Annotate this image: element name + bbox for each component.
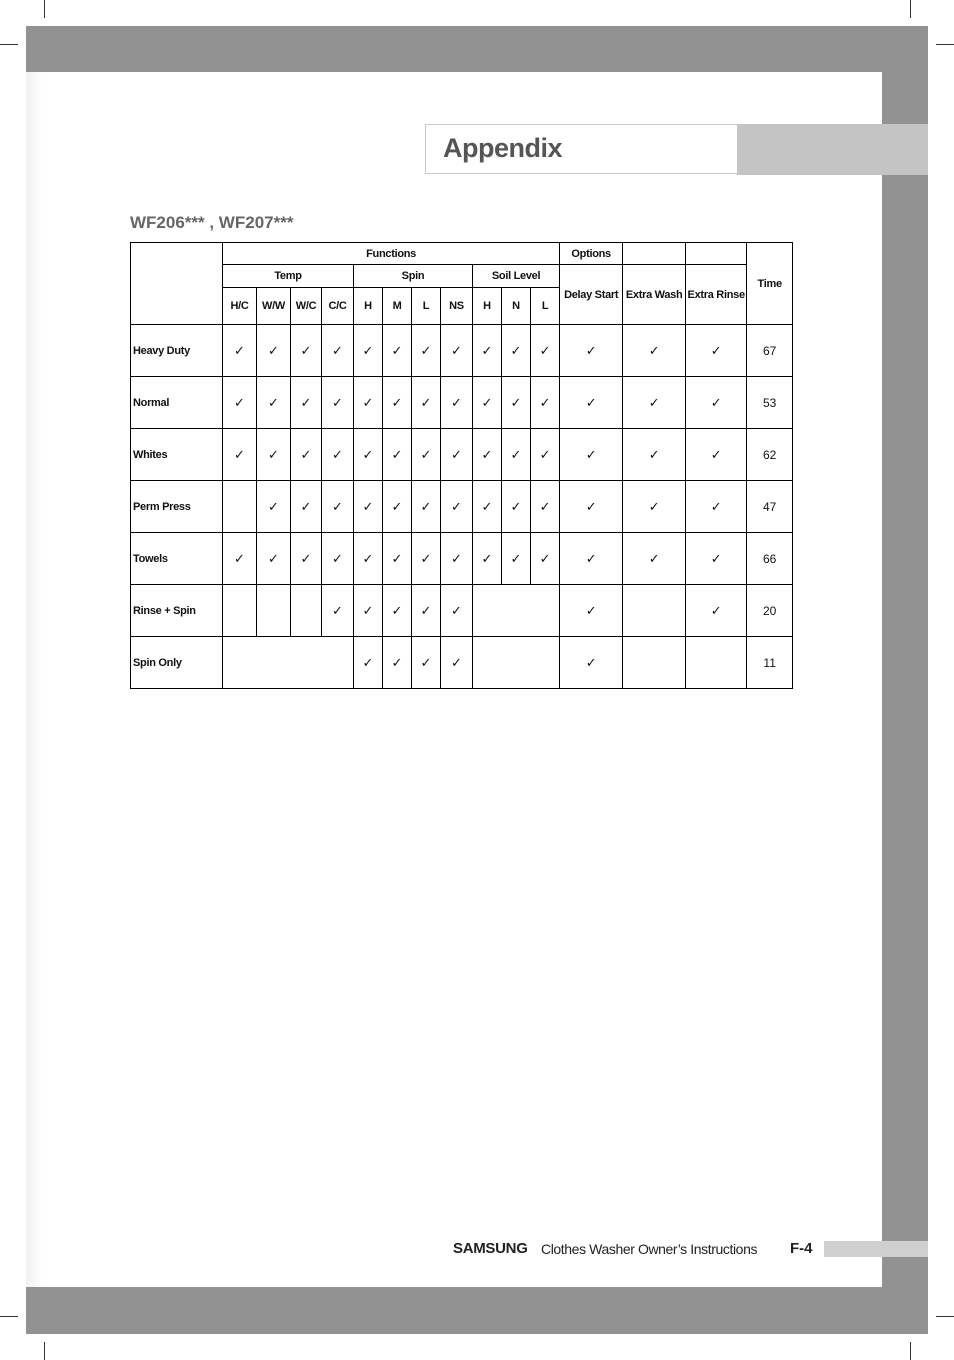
temp-cell: [223, 429, 257, 481]
footer-tab: [824, 1241, 928, 1257]
header-soil-level: Soil Level: [473, 265, 560, 288]
soil-cell: [473, 429, 502, 481]
bottom-band: [26, 1287, 928, 1334]
header-spin: Spin: [354, 265, 473, 288]
check-mark-icon: ✓: [362, 654, 374, 670]
check-mark-icon: ✓: [451, 498, 462, 514]
check-mark-icon: ✓: [539, 446, 551, 462]
spin-cell: [383, 533, 412, 585]
temp-cell: [322, 325, 354, 377]
footer-brand: SAMSUNG: [453, 1240, 528, 1257]
spin-cell: [412, 325, 441, 377]
soil-cell: [502, 377, 531, 429]
cycle-name: Spin Only: [131, 637, 223, 689]
check-mark-icon: ✓: [648, 342, 660, 358]
check-mark-icon: ✓: [710, 394, 722, 410]
check-mark-icon: ✓: [268, 394, 279, 410]
check-mark-icon: ✓: [391, 394, 403, 410]
cycle-name: Perm Press: [131, 481, 223, 533]
soil-cell: [473, 377, 502, 429]
temp-cell: [223, 377, 257, 429]
spin-cell: [412, 533, 441, 585]
temp-cell: [322, 429, 354, 481]
corner-cell: [131, 243, 223, 325]
delay-start-cell: [560, 429, 623, 481]
model-title: WF206*** , WF207***: [130, 213, 294, 232]
table-row: [131, 481, 793, 533]
cycle-name: Rinse + Spin: [131, 585, 223, 637]
check-mark-icon: ✓: [648, 446, 660, 462]
spin-cell: [441, 325, 473, 377]
extra-wash-cell: [623, 637, 686, 689]
check-mark-icon: ✓: [585, 342, 597, 358]
spin-cell: [383, 429, 412, 481]
check-mark-icon: ✓: [268, 550, 279, 566]
header-blank-1: [623, 243, 686, 265]
check-mark-icon: ✓: [648, 550, 660, 566]
top-band: [26, 26, 928, 72]
crop-mark: [44, 0, 45, 18]
temp-cell: [322, 585, 354, 637]
extra-wash-cell: [623, 325, 686, 377]
check-mark-icon: ✓: [332, 550, 343, 566]
table-row: [131, 377, 793, 429]
extra-rinse-cell: [686, 377, 747, 429]
check-mark-icon: ✓: [585, 446, 597, 462]
soil-cell: [502, 481, 531, 533]
check-mark-icon: ✓: [234, 550, 245, 566]
extra-wash-cell: [623, 481, 686, 533]
check-mark-icon: ✓: [300, 550, 312, 566]
col-soil-l: L: [531, 288, 560, 325]
col-soil-n: N: [502, 288, 531, 325]
check-mark-icon: ✓: [510, 446, 522, 462]
temp-cell: [223, 585, 257, 637]
crop-mark: [936, 44, 954, 45]
cycle-name: Whites: [131, 429, 223, 481]
crop-mark: [936, 1316, 954, 1317]
check-mark-icon: ✓: [451, 342, 462, 358]
temp-cell: [322, 481, 354, 533]
temp-cell-empty: [223, 637, 354, 689]
check-mark-icon: ✓: [268, 342, 279, 358]
temp-cell: [257, 585, 291, 637]
header-functions: Functions: [223, 243, 560, 265]
spin-cell: [412, 585, 441, 637]
header-blank-2: [686, 243, 747, 265]
check-mark-icon: ✓: [451, 654, 462, 670]
check-mark-icon: ✓: [510, 394, 522, 410]
time-cell: 11: [747, 637, 793, 689]
check-mark-icon: ✓: [332, 394, 343, 410]
temp-cell: [257, 325, 291, 377]
delay-start-cell: [560, 481, 623, 533]
check-mark-icon: ✓: [391, 550, 403, 566]
col-spin-l: L: [412, 288, 441, 325]
section-header-tab: [737, 124, 928, 175]
check-mark-icon: ✓: [420, 446, 432, 462]
temp-cell: [291, 481, 322, 533]
spin-cell: [441, 377, 473, 429]
spin-cell: [354, 429, 383, 481]
temp-cell: [291, 585, 322, 637]
spin-cell: [383, 481, 412, 533]
check-mark-icon: ✓: [510, 498, 522, 514]
check-mark-icon: ✓: [710, 550, 722, 566]
check-mark-icon: ✓: [362, 342, 374, 358]
page-number: F-4: [790, 1240, 813, 1257]
col-temp-ww: W/W: [257, 288, 291, 325]
check-mark-icon: ✓: [362, 498, 374, 514]
table-row: [131, 325, 793, 377]
table-row: [131, 429, 793, 481]
cycle-name: Heavy Duty: [131, 325, 223, 377]
section-title: Appendix: [443, 133, 563, 163]
check-mark-icon: ✓: [300, 342, 312, 358]
spin-cell: [383, 585, 412, 637]
extra-wash-cell: [623, 533, 686, 585]
cycle-rows: [131, 325, 793, 689]
temp-cell: [223, 325, 257, 377]
check-mark-icon: ✓: [391, 654, 403, 670]
time-cell: 47: [747, 481, 793, 533]
soil-cell: [531, 533, 560, 585]
check-mark-icon: ✓: [234, 394, 245, 410]
check-mark-icon: ✓: [362, 602, 374, 618]
soil-cell: [502, 429, 531, 481]
temp-cell: [322, 377, 354, 429]
extra-rinse-cell: [686, 585, 747, 637]
temp-cell: [291, 429, 322, 481]
check-mark-icon: ✓: [710, 342, 722, 358]
check-mark-icon: ✓: [451, 394, 462, 410]
check-mark-icon: ✓: [420, 654, 432, 670]
soil-cell: [502, 325, 531, 377]
temp-cell: [291, 377, 322, 429]
check-mark-icon: ✓: [300, 394, 312, 410]
spin-cell: [441, 533, 473, 585]
extra-rinse-cell: [686, 481, 747, 533]
check-mark-icon: ✓: [234, 342, 245, 358]
header-options: Options: [560, 243, 623, 265]
check-mark-icon: ✓: [391, 498, 403, 514]
spin-cell: [441, 429, 473, 481]
check-mark-icon: ✓: [300, 498, 312, 514]
check-mark-icon: ✓: [585, 654, 597, 670]
check-mark-icon: ✓: [420, 602, 432, 618]
check-mark-icon: ✓: [481, 394, 493, 410]
check-mark-icon: ✓: [420, 394, 432, 410]
time-cell: 20: [747, 585, 793, 637]
footer-manual-title: Clothes Washer Owner’s Instructions: [541, 1241, 758, 1257]
delay-start-cell: [560, 585, 623, 637]
check-mark-icon: ✓: [451, 602, 462, 618]
crop-mark: [44, 1342, 45, 1360]
col-spin-h: H: [354, 288, 383, 325]
check-mark-icon: ✓: [481, 498, 493, 514]
header-delay-start: Delay Start: [560, 265, 623, 325]
col-spin-m: M: [383, 288, 412, 325]
spin-cell: [354, 377, 383, 429]
time-cell: 62: [747, 429, 793, 481]
header-extra-wash: Extra Wash: [623, 265, 686, 325]
temp-cell: [291, 325, 322, 377]
soil-cell: [473, 481, 502, 533]
check-mark-icon: ✓: [391, 342, 403, 358]
spin-cell: [412, 481, 441, 533]
check-mark-icon: ✓: [332, 602, 343, 618]
spin-cell: [354, 637, 383, 689]
spin-cell: [412, 637, 441, 689]
col-temp-wc: W/C: [291, 288, 322, 325]
temp-cell: [257, 533, 291, 585]
soil-cell-empty: [473, 637, 560, 689]
temp-cell: [223, 481, 257, 533]
col-temp-hc: H/C: [223, 288, 257, 325]
soil-cell: [531, 377, 560, 429]
soil-cell: [531, 325, 560, 377]
spin-cell: [441, 481, 473, 533]
check-mark-icon: ✓: [510, 550, 522, 566]
temp-cell: [322, 533, 354, 585]
check-mark-icon: ✓: [585, 498, 597, 514]
check-mark-icon: ✓: [268, 498, 279, 514]
temp-cell: [223, 533, 257, 585]
crop-mark: [0, 1316, 18, 1317]
check-mark-icon: ✓: [332, 446, 343, 462]
table-row: [131, 533, 793, 585]
delay-start-cell: [560, 325, 623, 377]
extra-wash-cell: [623, 585, 686, 637]
check-mark-icon: ✓: [234, 446, 245, 462]
check-mark-icon: ✓: [510, 342, 522, 358]
right-band: [882, 26, 928, 1334]
cycle-name: Normal: [131, 377, 223, 429]
check-mark-icon: ✓: [710, 602, 722, 618]
temp-cell: [257, 481, 291, 533]
crop-mark: [0, 44, 18, 45]
time-cell: 66: [747, 533, 793, 585]
spin-cell: [412, 377, 441, 429]
spin-cell: [383, 325, 412, 377]
check-mark-icon: ✓: [585, 602, 597, 618]
spin-cell: [354, 533, 383, 585]
cycle-chart-table: [130, 242, 793, 689]
check-mark-icon: ✓: [539, 342, 551, 358]
extra-wash-cell: [623, 377, 686, 429]
left-margin-shade: [26, 72, 42, 1287]
delay-start-cell: [560, 533, 623, 585]
check-mark-icon: ✓: [648, 394, 660, 410]
spin-cell: [354, 325, 383, 377]
soil-cell: [531, 481, 560, 533]
extra-rinse-cell: [686, 429, 747, 481]
check-mark-icon: ✓: [332, 498, 343, 514]
check-mark-icon: ✓: [362, 446, 374, 462]
col-spin-ns: NS: [441, 288, 473, 325]
check-mark-icon: ✓: [300, 446, 312, 462]
soil-cell-empty: [473, 585, 560, 637]
spin-cell: [441, 585, 473, 637]
check-mark-icon: ✓: [391, 446, 403, 462]
check-mark-icon: ✓: [710, 498, 722, 514]
check-mark-icon: ✓: [332, 342, 343, 358]
temp-cell: [257, 429, 291, 481]
check-mark-icon: ✓: [481, 550, 493, 566]
extra-rinse-cell: [686, 325, 747, 377]
check-mark-icon: ✓: [362, 550, 374, 566]
spin-cell: [441, 637, 473, 689]
soil-cell: [473, 325, 502, 377]
soil-cell: [531, 429, 560, 481]
check-mark-icon: ✓: [710, 446, 722, 462]
time-cell: 53: [747, 377, 793, 429]
check-mark-icon: ✓: [539, 550, 551, 566]
check-mark-icon: ✓: [420, 498, 432, 514]
check-mark-icon: ✓: [481, 446, 493, 462]
temp-cell: [257, 377, 291, 429]
check-mark-icon: ✓: [451, 446, 462, 462]
soil-cell: [473, 533, 502, 585]
check-mark-icon: ✓: [268, 446, 279, 462]
temp-cell: [291, 533, 322, 585]
delay-start-cell: [560, 637, 623, 689]
check-mark-icon: ✓: [481, 342, 493, 358]
check-mark-icon: ✓: [539, 498, 551, 514]
table-row: [131, 585, 793, 637]
header-time: Time: [747, 243, 793, 325]
check-mark-icon: ✓: [648, 498, 660, 514]
check-mark-icon: ✓: [362, 394, 374, 410]
header-extra-rinse: Extra Rinse: [686, 265, 747, 325]
extra-wash-cell: [623, 429, 686, 481]
spin-cell: [354, 481, 383, 533]
crop-mark: [910, 1342, 911, 1360]
col-soil-h: H: [473, 288, 502, 325]
crop-mark: [910, 0, 911, 18]
table-row: [131, 637, 793, 689]
check-mark-icon: ✓: [391, 602, 403, 618]
header-temp: Temp: [223, 265, 354, 288]
cycle-name: Towels: [131, 533, 223, 585]
extra-rinse-cell: [686, 533, 747, 585]
spin-cell: [383, 377, 412, 429]
spin-cell: [412, 429, 441, 481]
time-cell: 67: [747, 325, 793, 377]
spin-cell: [354, 585, 383, 637]
delay-start-cell: [560, 377, 623, 429]
extra-rinse-cell: [686, 637, 747, 689]
check-mark-icon: ✓: [420, 550, 432, 566]
check-mark-icon: ✓: [585, 394, 597, 410]
check-mark-icon: ✓: [585, 550, 597, 566]
check-mark-icon: ✓: [420, 342, 432, 358]
check-mark-icon: ✓: [539, 394, 551, 410]
soil-cell: [502, 533, 531, 585]
spin-cell: [383, 637, 412, 689]
col-temp-cc: C/C: [322, 288, 354, 325]
check-mark-icon: ✓: [451, 550, 462, 566]
